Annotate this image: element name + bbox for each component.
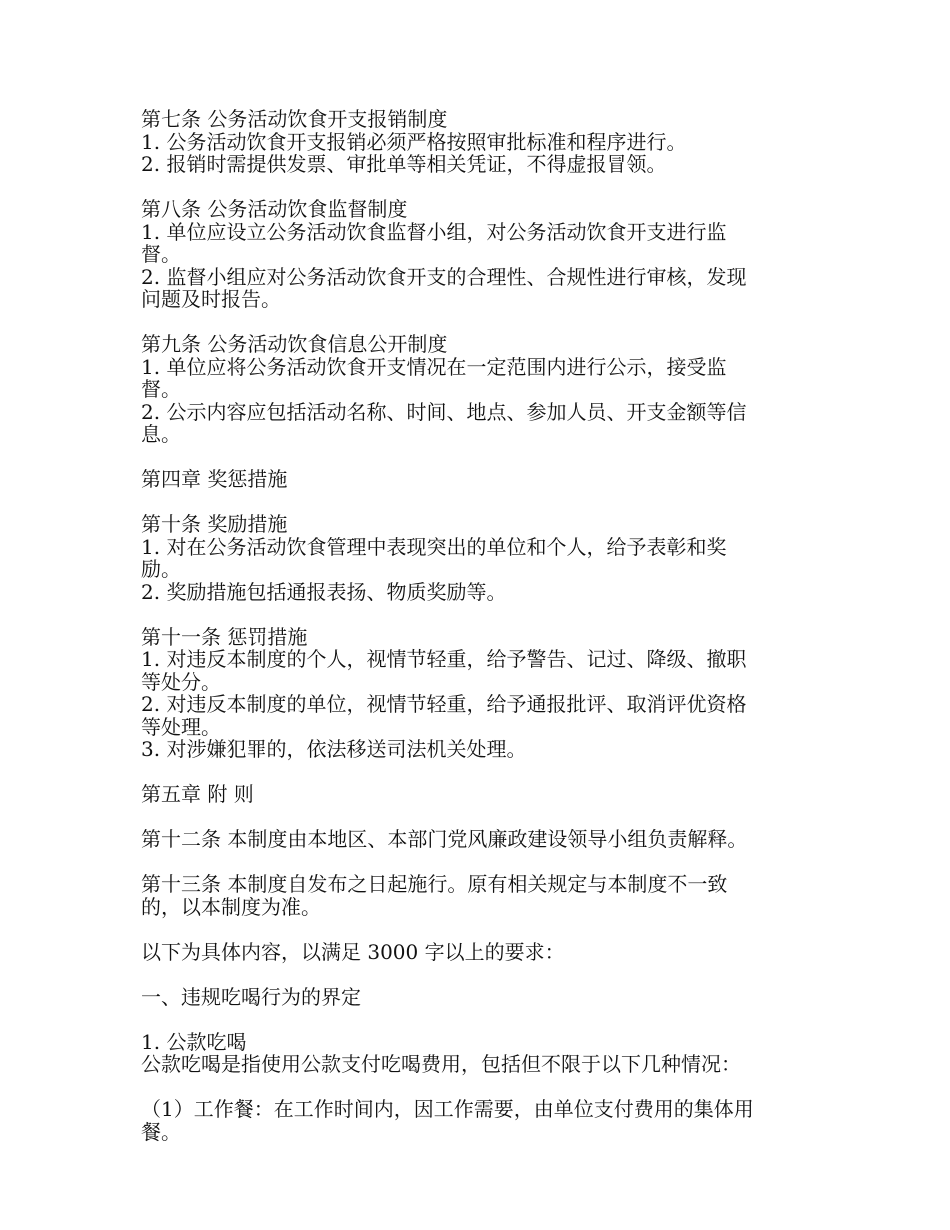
text-line: 3. 对涉嫌犯罪的，依法移送司法机关处理。 xyxy=(141,737,527,761)
paragraph-gap xyxy=(141,806,809,829)
text-line: 1. 单位应将公务活动饮食开支情况在一定范围内进行公示，接受监 xyxy=(141,354,727,379)
text-line: 第八条 公务活动饮食监督制度 xyxy=(141,197,408,221)
text-line: 等处理。 xyxy=(141,714,221,739)
document-body xyxy=(141,108,809,1143)
text-line: 1. 公款吃喝 xyxy=(141,1029,247,1054)
text-line: （1）工作餐：在工作时间内，因工作需要，由单位支付费用的集体用 xyxy=(141,1097,754,1121)
text-line: 第十三条 本制度自发布之日起施行。原有相关规定与本制度不一致 xyxy=(141,872,728,896)
paragraph-gap xyxy=(141,491,809,514)
text-line: 2. 奖励措施包括通报表扬、物质奖励等。 xyxy=(141,579,507,604)
paragraph-gap xyxy=(141,963,809,986)
paragraph-gap xyxy=(141,176,809,199)
text-line: 2. 监督小组应对公务活动饮食开支的合理性、合规性进行审核，发现 xyxy=(141,264,747,289)
text-line: 督。 xyxy=(141,242,181,266)
paragraph-gap xyxy=(141,851,809,874)
text-line: 1. 对违反本制度的个人，视情节轻重，给予警告、记过、降级、撤职 xyxy=(141,647,747,671)
text-line: 励。 xyxy=(141,557,181,581)
text-line: 2. 对违反本制度的单位，视情节轻重，给予通报批评、取消评优资格 xyxy=(141,692,747,716)
paragraph-gap xyxy=(141,1008,809,1031)
text-line: 第九条 公务活动饮食信息公开制度 xyxy=(141,332,448,356)
paragraph-gap xyxy=(141,311,809,334)
text-line: 问题及时报告。 xyxy=(141,287,281,311)
text-line: 督。 xyxy=(141,377,181,401)
text-line: 第四章 奖惩措施 xyxy=(141,467,288,491)
text-line: 2. 公示内容应包括活动名称、时间、地点、参加人员、开支金额等信 xyxy=(141,399,747,424)
text-line: 2. 报销时需提供发票、审批单等相关凭证，不得虚报冒领。 xyxy=(141,152,667,176)
text-line: 等处分。 xyxy=(141,669,221,694)
text-line: 餐。 xyxy=(141,1119,181,1144)
paragraph-gap xyxy=(141,446,809,469)
text-line: 第十条 奖励措施 xyxy=(141,512,288,536)
text-line: 第十二条 本制度由本地区、本部门党风廉政建设领导小组负责解释。 xyxy=(141,827,748,851)
text-line: 第五章 附 则 xyxy=(141,782,254,806)
paragraph-gap xyxy=(141,918,809,941)
paragraph-gap xyxy=(141,761,809,784)
paragraph-gap xyxy=(141,1076,809,1099)
text-line: 的，以本制度为准。 xyxy=(141,894,321,919)
paragraph-gap xyxy=(141,603,809,626)
text-line: 以下为具体内容，以满足 3000 字以上的要求： xyxy=(141,939,565,964)
text-line: 一、违规吃喝行为的界定 xyxy=(141,984,361,1009)
text-line: 第十一条 惩罚措施 xyxy=(141,624,308,649)
text-line: 1. 对在公务活动饮食管理中表现突出的单位和个人，给予表彰和奖 xyxy=(141,534,727,559)
text-line: 息。 xyxy=(141,422,181,446)
text-line: 1. 单位应设立公务活动饮食监督小组，对公务活动饮食开支进行监 xyxy=(141,219,727,244)
text-line: 公款吃喝是指使用公款支付吃喝费用，包括但不限于以下几种情况： xyxy=(141,1052,741,1076)
text-line: 第七条 公务活动饮食开支报销制度 xyxy=(141,107,448,131)
text-line: 1. 公务活动饮食开支报销必须严格按照审批标准和程序进行。 xyxy=(141,129,687,154)
